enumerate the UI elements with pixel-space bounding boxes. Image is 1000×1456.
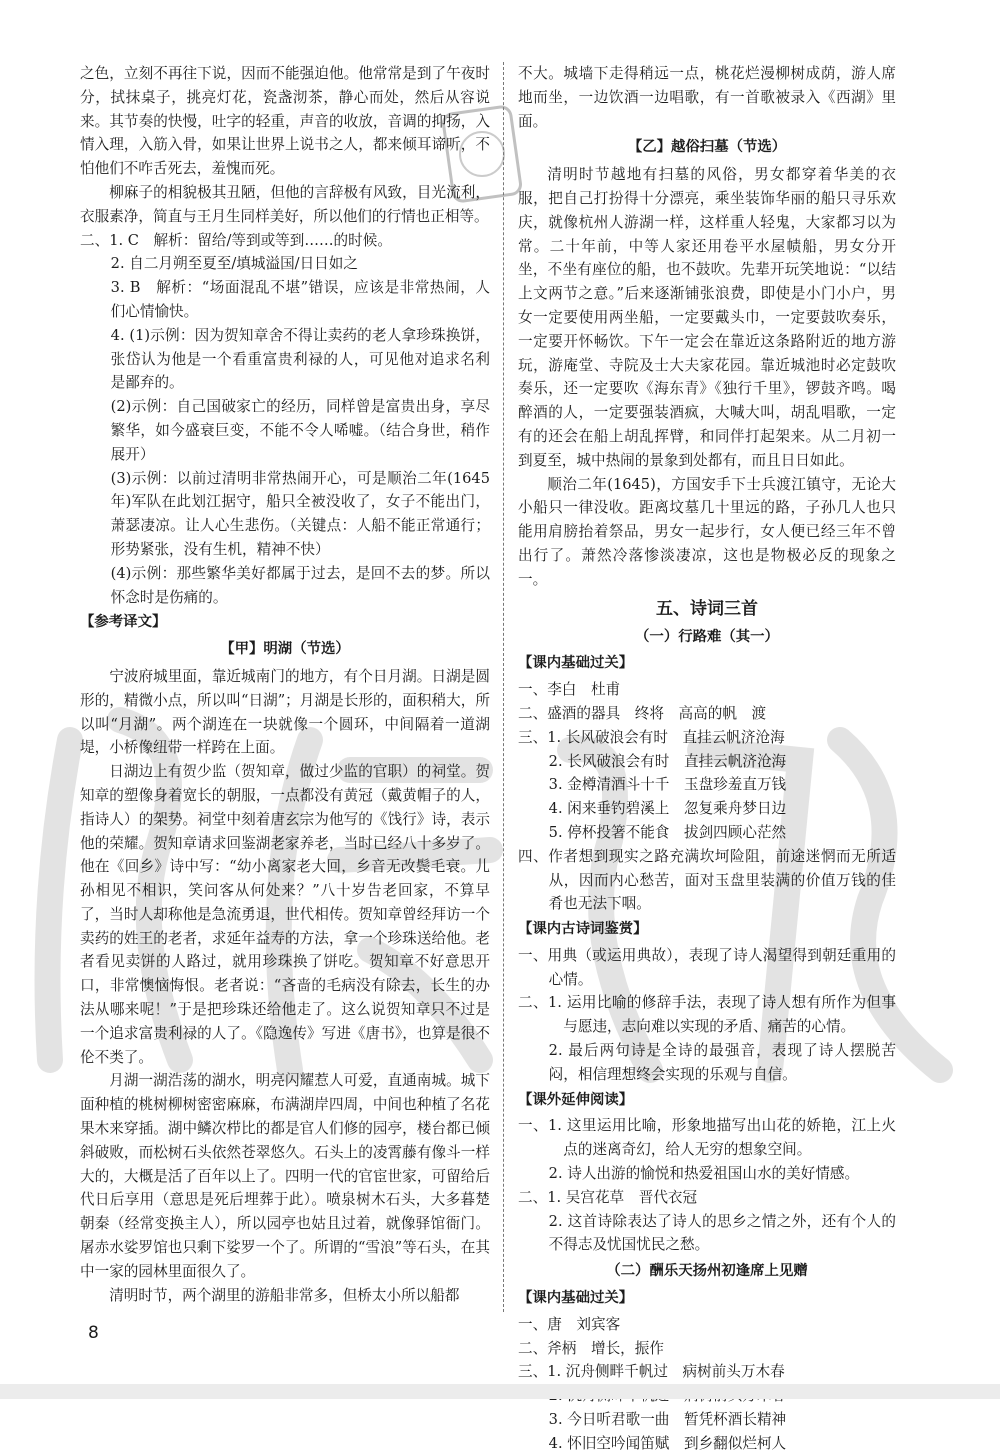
answer-item: 三、1. 沉舟侧畔千帆过 病树前头万木春: [518, 1363, 785, 1381]
answer-item: 2. 自二月朔至夏至/填城溢国/日日如之: [110, 255, 358, 273]
answer-item: (4)示例：那些繁华美好都属于过去，是回不去的梦。所以怀念时是伤痛的。: [110, 564, 490, 606]
section-tag: 【课内古诗词鉴赏】: [518, 921, 648, 938]
answer-item: 4. 闲来垂钓碧溪上 忽复乘舟梦日边: [548, 800, 787, 818]
answer-item: (2)示例：自己国破家亡的经历，同样曾是富贵出身，享尽繁华，如今盛衰巨变，不能不令人唏嘘。（结合身世，稍作展开）: [110, 398, 490, 463]
answer-item: 2. 最后两句诗是全诗的最强音，表现了诗人摆脱苦闷，相信理想终会实现的乐观与自信。: [548, 1042, 896, 1083]
right-column: [518, 62, 896, 1456]
section-tag: 【参考译文】: [80, 614, 167, 631]
answer-item: 3. B 解析：“场面混乱不堪”错误，应该是非常热闹，人们心情愉快。: [110, 279, 490, 320]
left-column: [80, 62, 490, 1307]
answer-item: 4. 怀旧空吟闻笛赋 到乡翻似烂柯人: [548, 1434, 787, 1452]
answer-item: 二、斧柄 增长，振作: [518, 1339, 664, 1357]
answer-item: 4. (1)示例：因为贺知章舍不得让卖药的老人拿珍珠换饼，张岱认为他是一个看重富贵利禄的人，可见他对追求名利是鄙弃的。: [110, 326, 490, 392]
column-divider: [503, 62, 504, 1312]
answer-item: 2. 这首诗除表达了诗人的思乡之情之外，还有个人的不得志及忧国忧民之愁。: [548, 1212, 896, 1254]
translation-paragraph: 不大。城墙下走得稍远一点，桃花烂漫柳树成荫，游人席地而坐，一边饮酒一边唱歌，有一首歌被录入《西湖》里面。: [518, 65, 896, 130]
translation-paragraph: 顺治二年(1645)，方国安手下士兵渡江镇守，无论大小船只一律没收。距离坟墓几十里远的路，子孙几人也只能用肩膀抬着祭品，男女一起步行，女人便已经三年不曾出行了。萧然冷落惨淡凄凉，这也是物极必反的现象之一。: [518, 475, 896, 588]
answer-item: 一、用典（或运用典故），表现了诗人渴望得到朝廷重用的心情。: [518, 946, 896, 988]
page-number: 8: [88, 1323, 99, 1343]
answer-item: 2. 长风破浪会有时 直挂云帆济沧海: [548, 752, 787, 770]
subsection-heading: （二）酬乐天扬州初逢席上见赠: [606, 1263, 808, 1280]
answer-item: 四、作者想到现实之路充满坎坷险阻，前途迷惘而无所适从，因而内心愁苦，面对玉盘里装满的价值万钱的佳肴也无法下咽。: [518, 847, 896, 913]
answer-item: 二、1. 吴宫花草 晋代衣冠: [518, 1188, 698, 1206]
section-tag: 【课外延伸阅读】: [518, 1091, 634, 1108]
answer-item: 2. 诗人出游的愉悦和热爱祖国山水的美好情感。: [548, 1165, 860, 1183]
scan-edge: [0, 1384, 1000, 1399]
answer-item: 二、1. C 解析：留给/等到或等到……的时候。: [80, 231, 392, 249]
answer-item: 一、唐 刘宾客: [518, 1315, 621, 1333]
answer-item: (3)示例：以前过清明非常热闹开心，可是顺治二年(1645年)军队在此划江据守，船只全被没收了，女子不能出门，萧瑟凄凉。让人心生悲伤。（关键点：人船不能正常通行；形势紧张，没有生机，精神不快）: [110, 469, 490, 558]
answer-item: 三、1. 长风破浪会有时 直挂云帆济沧海: [518, 728, 785, 746]
translation-title: 【乙】越俗扫墓（节选）: [627, 139, 787, 156]
translation-paragraph: 宁波府城里面，靠近城南门的地方，有个日月湖。日湖是圆形的，精微小点，所以叫“日湖”；月湖是长形的，面积稍大，所以叫“月湖”。两个湖连在一块就像一个圆环，中间隔着一道湖堤，小桥像纽带一样跨在上面。: [80, 667, 490, 757]
section-heading: 五、诗词三首: [656, 598, 758, 619]
answer-item: 二、1. 运用比喻的修辞手法，表现了诗人想有所作为但事与愿违，志向难以实现的矛盾、痛苦的心情。: [518, 994, 896, 1036]
section-tag: 【课内基础过关】: [518, 1290, 634, 1307]
answer-item: 一、1. 这里运用比喻，形象地描写出山花的娇艳，江上火点的迷离奇幻，给人无穷的想象空间。: [518, 1117, 896, 1159]
intro-paragraph: 之色，立刻不再往下说，因而不能强迫他。他常常是到了午夜时分，拭抹桌子，挑亮灯花，瓷盏沏茶，静心而处，然后从容说来。其节奏的快慢，吐字的轻重，声音的收放，音调的抑扬，入情入理，入筋入骨，如果让世界上说书之人，都来倾耳谛听，不怕他们不咋舌死去，羞愧而死。: [80, 65, 490, 178]
answer-item: 3. 今日听君歌一曲 暂凭杯酒长精神: [548, 1411, 787, 1429]
answer-item: 3. 金樽清酒斗十千 玉盘珍羞直万钱: [548, 776, 787, 794]
translation-paragraph: 清明时节，两个湖里的游船非常多，但桥太小所以船都: [109, 1286, 460, 1304]
translation-paragraph: 清明时节越地有扫墓的风俗，男女都穿着华美的衣服，把自己打扮得十分漂亮，乘坐装饰华丽的船只寻乐欢庆，就像杭州人游湖一样，这样重人轻鬼，大家都习以为常。二十年前，中等人家还用卷平水屋帻船，男女分开坐，不坐有座位的船，也不鼓吹。先辈开玩笑地说：“以结上文两节之意。”后来逐渐铺张浪费，即使是小门小户，男女一定要使用两坐船，一定要戴头巾，一定要鼓吹奏乐，一定要开怀畅饮。下午一定会在靠近这条路附近的地方游玩，游庵堂、寺院及士大夫家花园。靠近城池时必定鼓吹奏乐，还一定要吹《海东青》《独行千里》，锣鼓齐鸣。喝醉酒的人，一定要强装酒疯，大喊大叫，胡乱唱歌，一定有的还会在船上胡乱挥臂，和同伴打起架来。从二月初一到夏至，城中热闹的景象到处都有，而且日日如此。: [518, 166, 896, 469]
translation-paragraph: 月湖一湖浩荡的湖水，明亮闪耀惹人可爱，直通南城。城下面种植的桃树柳树密密麻麻，布满湖岸四周，中间也种植了名花果木来穿插。湖中鳞次栉比的都是官人们修的园亭，楼台都已倾斜破败，而松树石头依然苍翠悠久。石头上的凌霄藤有像斗一样大的，大概是活了百年以上了。四明一代的官宦世家，可留给后代日后享用（意思是死后埋葬于此）。喷泉树木石头，大多暮楚朝秦（经常变换主人），所以园亭也姑且过着，就像驿馆衙门。屠赤水娑罗馆也只剩下娑罗一个了。所谓的“雪浪”等石头，在其中一家的园林里面很久了。: [80, 1072, 490, 1280]
answer-item: 一、李白 杜甫: [518, 681, 621, 699]
translation-title: 【甲】明湖（节选）: [220, 641, 350, 658]
subsection-heading: （一）行路难（其一）: [635, 628, 779, 645]
intro-paragraph: 柳麻子的相貌极其丑陋，但他的言辞极有风致，目光流利，衣服素净，简直与王月生同样美好，所以他们的行情也正相等。: [80, 183, 490, 225]
translation-paragraph: 日湖边上有贺少监（贺知章，做过少监的官职）的祠堂。贺知章的塑像身着宽长的朝服，一点都没有黄冠（戴黄帽子的人，指诗人）的架势。祠堂中刻着唐玄宗为他写的《饯行》诗，表示他的荣耀。贺知章请求回鉴湖老家养老，当时已经八十多岁了。他在《回乡》诗中写：“幼小离家老大回，乡音无改鬓毛衰。儿孙相见不相识，笑问客从何处来？”八十岁告老回家，不算早了，当时人却称他是急流勇退，世代相传。贺知章曾经拜访一个卖药的姓王的老者，求延年益寿的方法，拿一个珍珠送给他。老者看见卖饼的人路过，就用珍珠换了饼吃。贺知章不好意思开口，非常懊恼悔恨。老者说：“吝啬的毛病没有除去，长生的办法从哪来呢！”于是把珍珠还给他走了。这么说贺知章只不过是一个追求富贵利禄的人了。《隐逸传》写进《唐书》，也算是很不伦不类了。: [80, 763, 490, 1066]
answer-item: 5. 停杯投箸不能食 拔剑四顾心茫然: [548, 823, 787, 841]
section-tag: 【课内基础过关】: [518, 655, 634, 672]
answer-item: 二、盛酒的器具 终将 高高的帆 渡: [518, 704, 767, 722]
